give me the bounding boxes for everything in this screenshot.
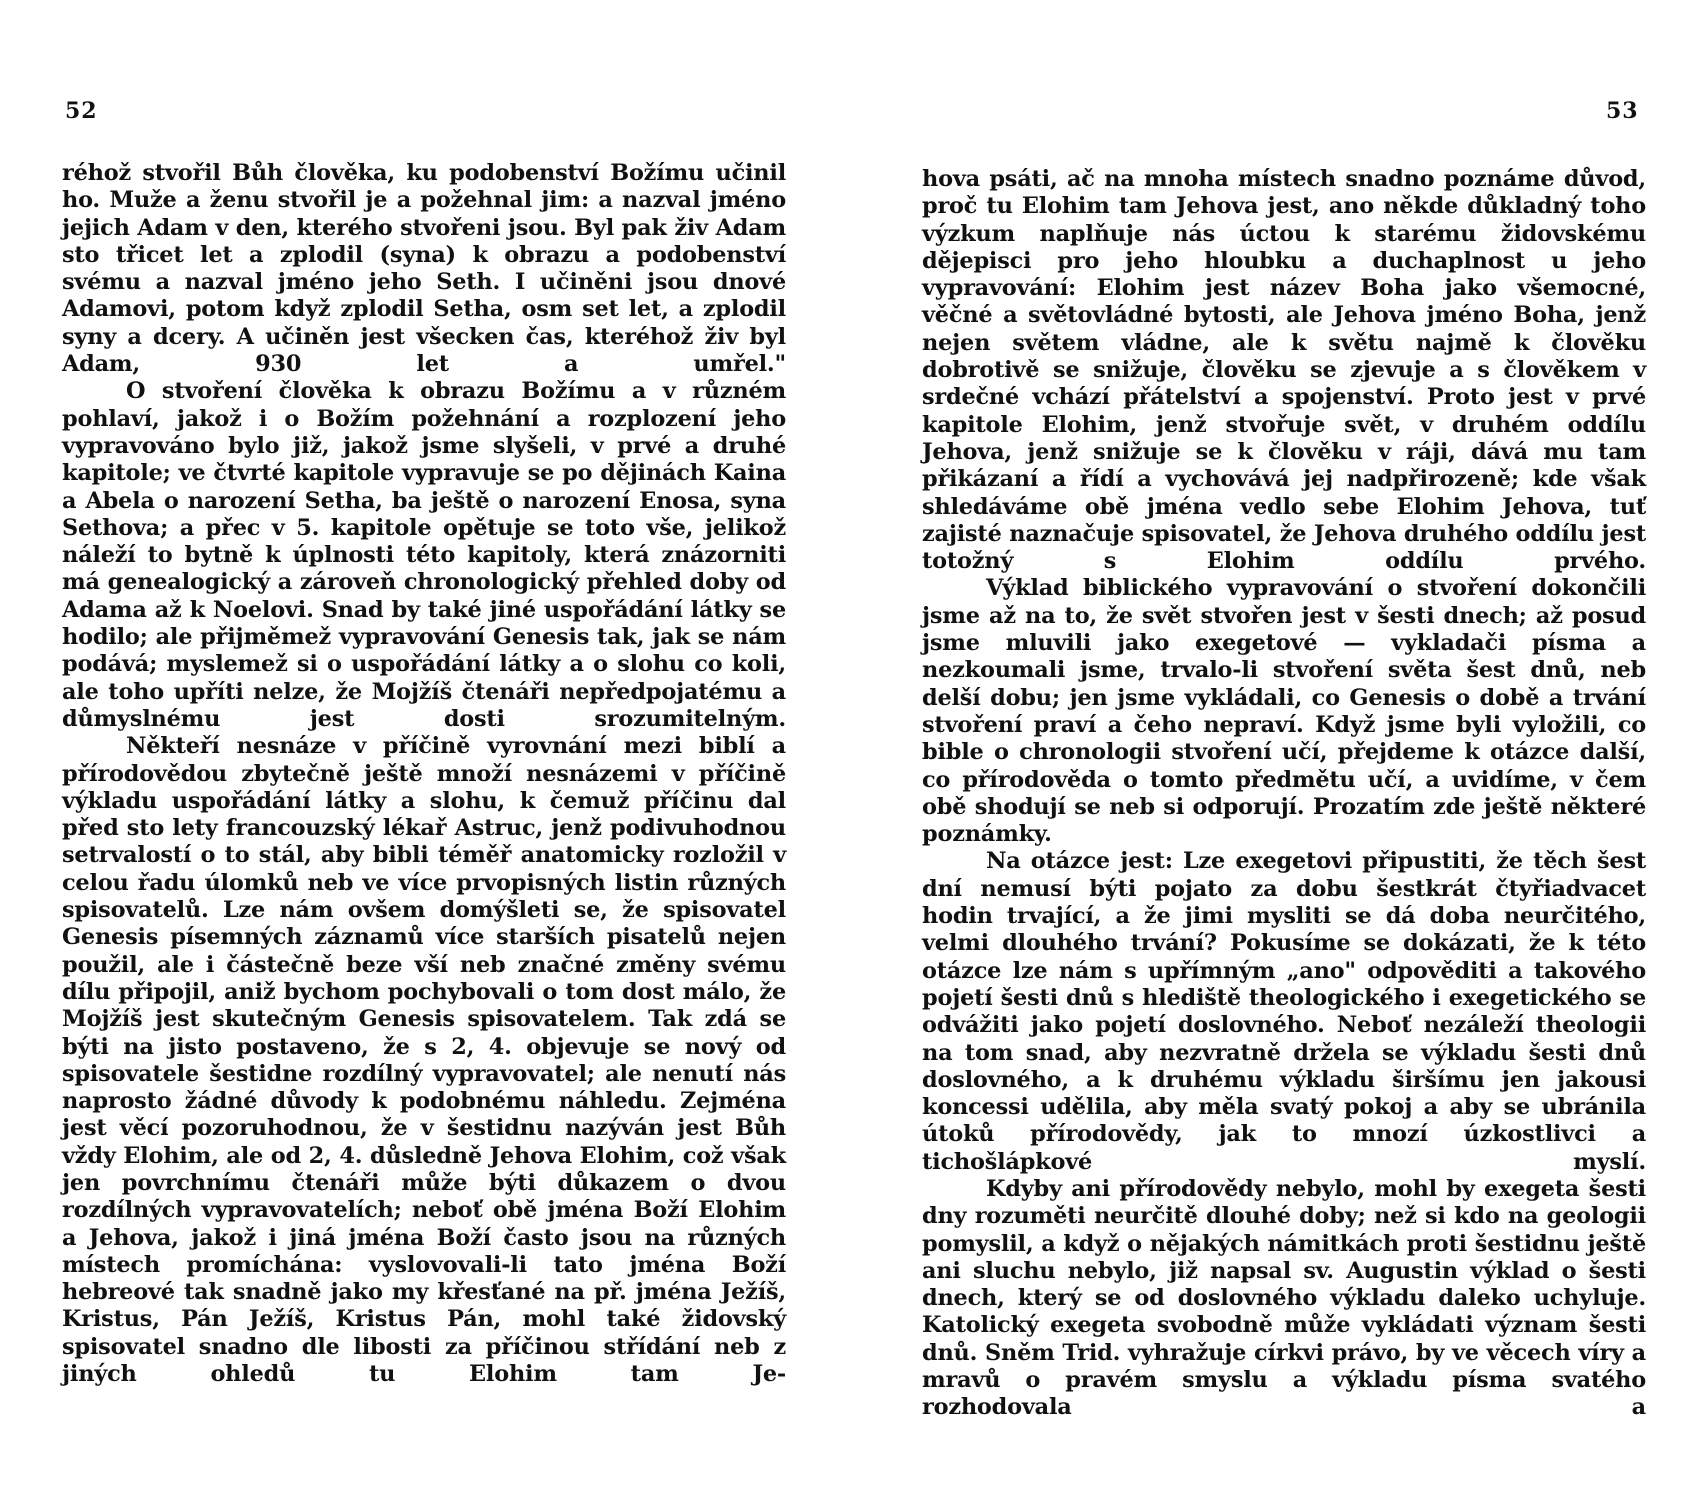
- paragraph: Kdyby ani přírodovědy nebylo, mohl by exegeta šesti dny rozuměti neurčitě dlouhé doby; než si kdo na geologii pomyslil, a když o nějakých námitkách proti šestidnu ještě ani sluchu nebylo, již napsal sv. Augustin výklad o šesti dnech, který se od doslovného výkladu daleko uchyluje. Katolický exegeta svobodně může vykládati význam šesti dnů. Sněm Trid. vyhražuje církvi právo, by ve věcech víry a mravů o pravém smyslu a výkladu písma svatého rozhodovala a: [922, 1175, 1646, 1421]
- paragraph: O stvoření člověka k obrazu Božímu a v různém pohlaví, jakož i o Božím požehnání a rozplození jeho vypravováno bylo již, jakož jsme slyšeli, v prvé a druhé kapitole; ve čtvrté kapitole vypravuje se po dějinách Kaina a Abela o narození Setha, ba ještě o narození Enosa, syna Sethova; a přec v 5. kapitole opětuje se toto vše, jelikož náleží to bytně k úplnosti této kapitoly, která znázorniti má genealogický a zároveň chronologický přehled doby od Adama až k Noelovi. Snad by také jiné uspořádání látky se hodilo; ale přijměmež vypravování Genesis tak, jak se nám podává; myslemež si o uspořádání látky a o slohu co koli, ale toho upříti nelze, že Mojžíš čtenáři nepředpojatému a důmyslnému jest dosti srozumitelným.: [62, 378, 786, 732]
- paragraph: Na otázce jest: Lze exegetovi připustiti, že těch šest dní nemusí býti pojato za dobu šestkrát čtyřiadvacet hodin trvající, a že jimi mysliti se dá doba neurčitého, velmi dlouhého trvání? Pokusíme se dokázati, že k této otázce lze nám s upřímným „ano" odpověditi a takového pojetí šesti dnů s hlediště theologického i exegetického se odvážiti jako pojetí doslovného. Neboť nezáleží theologii na tom snad, aby nezvratně držela se výkladu šesti dnů doslovného, a k druhému výkladu širšímu jen jakousi koncessi udělila, aby měla svatý pokoj a aby se ubránila útoků přírodovědy, jak to mnozí úzkostlivci a tichošlápkové myslí.: [922, 848, 1646, 1175]
- left-page-text: [62, 160, 786, 1388]
- page-number-right: 53: [1606, 98, 1639, 124]
- right-page-text: [922, 166, 1646, 1422]
- paragraph: réhož stvořil Bůh člověka, ku podobenství Božímu učinil ho. Muže a ženu stvořil je a požehnal jim: a nazval jméno jejich Adam v den, kterého stvořeni jsou. Byl pak živ Adam sto třicet let a zplodil (syna) k obrazu a podobenství svému a nazval jméno jeho Seth. I učiněni jsou dnové Adamovi, potom když zplodil Setha, osm set let, a zplodil syny a dcery. A učiněn jest všecken čas, kteréhož živ byl Adam, 930 let a umřel.": [62, 160, 786, 378]
- paragraph: Někteří nesnáze v příčině vyrovnání mezi biblí a přírodovědou zbytečně ještě množí nesnázemi v příčině výkladu uspořádání látky a slohu, k čemuž příčinu dal před sto lety francouzský lékař Astruc, jenž podivuhodnou setrvalostí o to stál, aby bibli téměř anatomicky rozložil v celou řadu úlomků neb ve více prvopisných listin různých spisovatelů. Lze nám ovšem domýšleti se, že spisovatel Genesis písemných záznamů více starších pisatelů nejen použil, ale i částečně beze vší neb značné změny svému dílu připojil, aniž bychom pochybovali o tom dost málo, že Mojžíš jest skutečným Genesis spisovatelem. Tak zdá se býti na jisto postaveno, že s 2, 4. objevuje se nový od spisovatele šestidne rozdílný vypravovatel; ale nenutí nás naprosto žádné důvody k podobnému náhledu. Zejména jest věcí pozoruhodnou, že v šestidnu nazýván jest Bůh vždy Elohim, ale od 2, 4. důsledně Jehova Elohim, což však jen povrchnímu čtenáři může býti důkazem o dvou rozdílných vypravovatelích; neboť obě jména Boží Elohim a Jehova, jakož i jiná jména Boží často jsou na různých místech promíchána: vyslovovali-li tato jména Boží hebreové tak snadně jako my křesťané na př. jména Ježíš, Kristus, Pán Ježíš, Kristus Pán, mohl také židovský spisovatel snadno dle libosti za příčinou střídání neb z jiných ohledů tu Elohim tam Je-: [62, 733, 786, 1388]
- paragraph: Výklad biblického vypravování o stvoření dokončili jsme až na to, že svět stvořen jest v šesti dnech; až posud jsme mluvili jako exegetové — vykladači písma a nezkoumali jsme, trvalo-li stvoření světa šest dnů, neb delší dobu; jen jsme vykládali, co Genesis o době a trvání stvoření praví a čeho nepraví. Když jsme byli vyložili, co bible o chronologii stvoření učí, přejdeme k otázce další, co přírodověda o tomto předmětu učí, a uvidíme, v čem obě shodují se neb si odporují. Prozatím zde ještě některé poznámky.: [922, 575, 1646, 848]
- page-number-left: 52: [65, 98, 98, 124]
- paragraph: hova psáti, ač na mnoha místech snadno poznáme důvod, proč tu Elohim tam Jehova jest, ano někde důkladný toho výzkum naplňuje nás úctou k starému židovskému dějepisci pro jeho hloubku a duchaplnost u jeho vypravování: Elohim jest název Boha jako všemocné, věčné a světovládné bytosti, ale Jehova jméno Boha, jenž nejen světem vládne, ale k světu najmě k člověku dobrotivě se snižuje, člověku se zjevuje a s člověkem v srdečné vchází přátelství a spojenství. Proto jest v prvé kapitole Elohim, jenž stvořuje svět, v druhém oddílu Jehova, jenž snižuje se k člověku v ráji, dává mu tam přikázaní a řídí a vychovává jej nadpřirozeně; kde však shledáváme obě jména vedlo sebe Elohim Jehova, tuť zajisté naznačuje spisovatel, že Jehova druhého oddílu jest totožný s Elohim oddílu prvého.: [922, 166, 1646, 575]
